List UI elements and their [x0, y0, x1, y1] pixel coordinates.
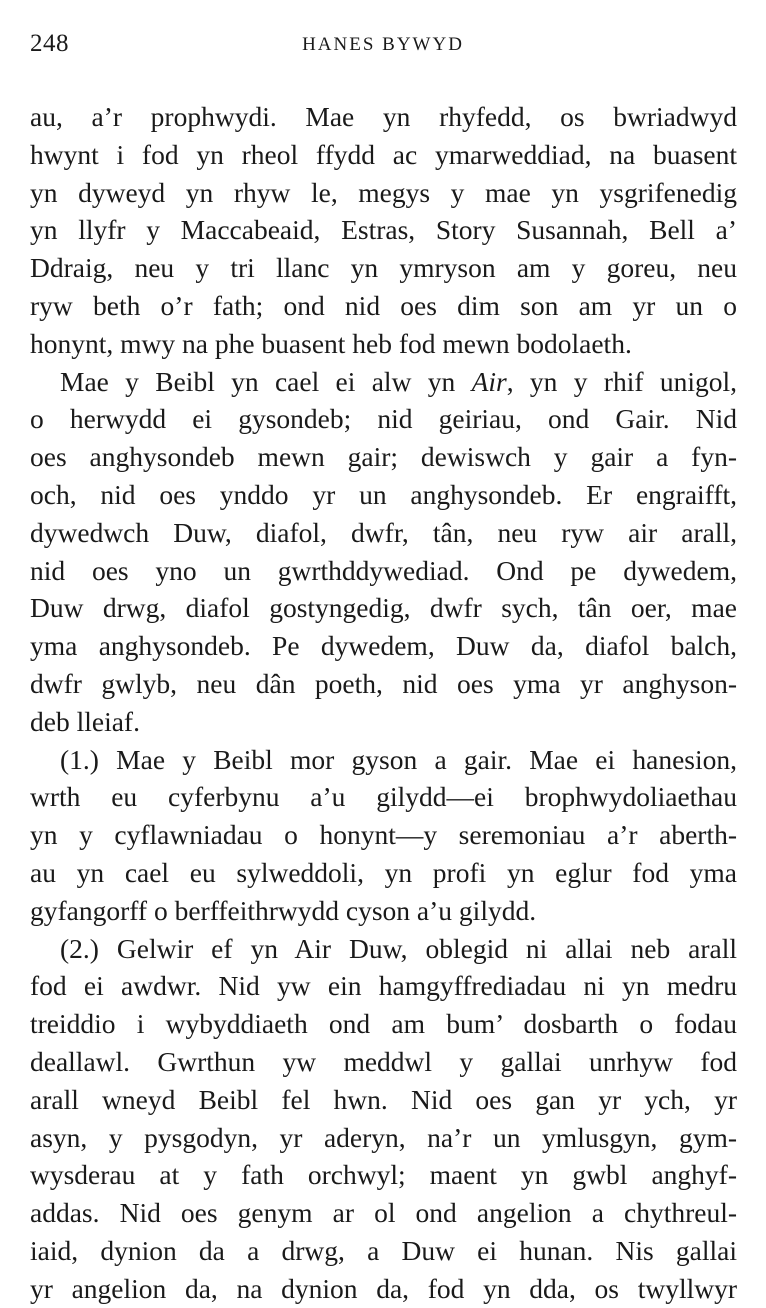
- text-line: au, a’r prophwydi. Mae yn rhyfedd, os bwriadwyd: [30, 101, 737, 132]
- text-line: yn y cyflawniadau o honynt—y seremoniau a’r aberth-: [30, 819, 737, 851]
- text-line: fod ei awdwr. Nid yw ein hamgyffrediadau ni yn medru: [30, 970, 737, 1002]
- text-line: treiddio i wybyddiaeth ond am bum’ dosbarth o fodau: [30, 1008, 737, 1040]
- text-line: hwynt i fod yn rheol ffydd ac ymarweddiad, na buasent: [30, 138, 737, 170]
- text-line: Ddraig, neu y tri llanc yn ymryson am y goreu, neu: [30, 252, 737, 284]
- emphasis-word: Air: [471, 365, 507, 397]
- text-line: yn llyfr y Maccabeaid, Estras, Story Susannah, Bell a’: [30, 214, 737, 246]
- text-line: deallawl. Gwrthun yw meddwl y gallai unrhyw fod: [30, 1045, 737, 1077]
- text-line: oes anghysondeb mewn gair; dewiswch y gair a fyn-: [30, 441, 737, 473]
- text-line: o herwydd ei gysondeb; nid geiriau, ond Gair. Nid: [30, 403, 737, 435]
- text-line: au yn cael eu sylweddoli, yn profi yn eglur fod yma: [30, 856, 737, 888]
- text-line: arall wneyd Beibl fel hwn. Nid oes gan yr ych, yr: [30, 1083, 737, 1115]
- text-line: nid oes yno un gwrthddywediad. Ond pe dywedem,: [30, 554, 737, 586]
- text-line: asyn, y pysgodyn, yr aderyn, na’r un ymlusgyn, gym-: [30, 1121, 737, 1153]
- text-line: deb lleiaf.: [30, 705, 140, 737]
- text-line: Mae y Beibl yn cael ei alw yn Air, yn y rhif unigol,: [60, 365, 737, 397]
- text-line: ryw beth o’r fath; ond nid oes dim son am yr un o: [30, 289, 737, 321]
- text-line: yr angelion da, na dynion da, fod yn dda, os twyllwyr: [30, 1272, 737, 1304]
- running-head: HANES BYWYD: [302, 34, 464, 55]
- text-line: wrth eu cyferbynu a’u gilydd—ei brophwydoliaethau: [30, 781, 737, 813]
- text-line: (2.) Gelwir ef yn Air Duw, oblegid ni allai neb arall: [60, 932, 737, 964]
- text-line: (1.) Mae y Beibl mor gyson a gair. Mae ei hanesion,: [60, 743, 737, 775]
- text-line: iaid, dynion da a drwg, a Duw ei hunan. Nis gallai: [30, 1234, 737, 1266]
- text-line: och, nid oes ynddo yr un anghysondeb. Er engraifft,: [30, 478, 737, 510]
- text-line: dywedwch Duw, diafol, dwfr, tân, neu ryw air arall,: [30, 516, 737, 548]
- text-line: wysderau at y fath orchwyl; maent yn gwbl anghyf-: [30, 1159, 737, 1191]
- text-line: yn dyweyd yn rhyw le, megys y mae yn ysgrifenedig: [30, 176, 737, 208]
- text-line: gyfangorff o berffeithrwydd cyson a’u gilydd.: [30, 894, 537, 926]
- text-line: dwfr gwlyb, neu dân poeth, nid oes yma yr anghyson-: [30, 667, 737, 699]
- page-header: [30, 30, 736, 70]
- text-line: honynt, mwy na phe buasent heb fod mewn bodolaeth.: [30, 327, 632, 359]
- body-text: [30, 98, 737, 1308]
- text-line: addas. Nid oes genym ar ol ond angelion a chythreul-: [30, 1197, 737, 1229]
- page-number: 248: [30, 30, 69, 57]
- text-line: yma anghysondeb. Pe dywedem, Duw da, diafol balch,: [30, 630, 737, 662]
- text-line: Duw drwg, diafol gostyngedig, dwfr sych, tân oer, mae: [30, 592, 737, 624]
